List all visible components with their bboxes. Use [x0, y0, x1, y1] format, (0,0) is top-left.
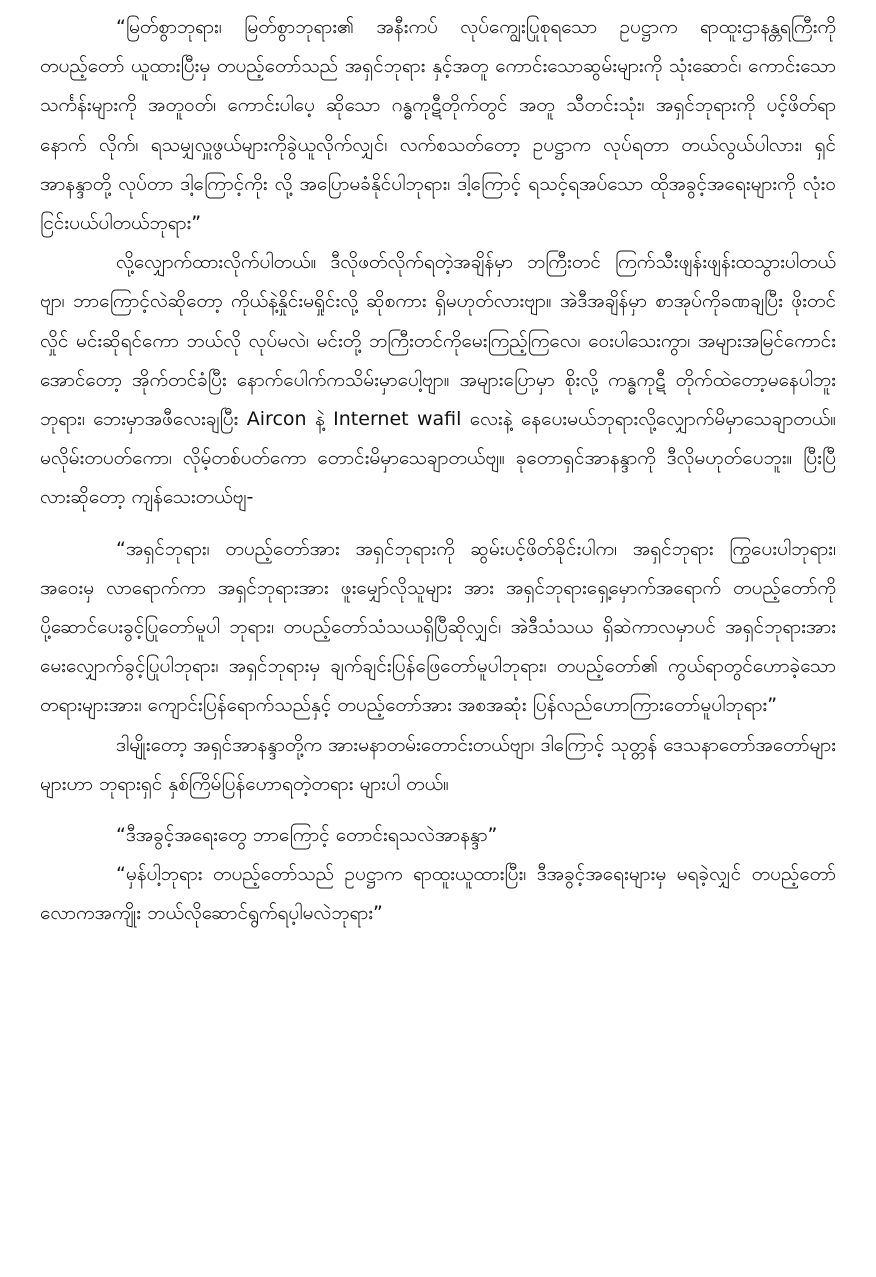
paragraph-ananda-boons: “အရှင်ဘုရား၊ တပည့်တော်အား အရှင်ဘုရားကို ဆွမ်းပင့်ဖိတ်ခိုင်းပါက၊ အရှင်ဘုရား ကြွပေးပါဘုရား၊ အဝေးမှ လာရောက်ကာ အရှင်ဘုရားအား ဖူးမျှော်လိုသူများ အား အရှင်ဘုရားရှေ့မှောက်အရောက် တပည့်တော်ကိုပို့ဆောင်ပေးခွင့်ပြုတော်မူပါ ဘုရား၊ တပည့်တော်သံသယရှိပြီဆိုလျှင်၊ အဲဒီသံသယ ရှိဆဲကာလမှာပင် အရှင်ဘုရားအား မေးလျှောက်ခွင့်ပြုပါဘုရား၊ အရှင်ဘုရားမှ ချက်ချင်းပြန်ဖြေတော်မူပါဘုရား၊ တပည့်တော်၏ ကွယ်ရာတွင်ဟောခဲ့သောတရားများအား၊ ကျောင်းပြန်ရောက်သည်နှင့် တပည့်တော်အား အစအဆုံး ပြန်လည်ဟောကြားတော်မူပါဘုရား”	[40, 537, 836, 717]
paragraph-ananda-answer: “မှန်ပါ့ဘုရား တပည့်တော်သည် ဥပဋ္ဌာက ရာထူးယူထားပြီး၊ ဒီအခွင့်အရေးများမှ မရခဲ့လျှင် တပည့်တော် လောကအကျိုး ဘယ်လိုဆောင်ရွက်ရပ့ါမလဲဘုရား”	[40, 863, 836, 925]
paragraph-ananda-request: “မြတ်စွာဘုရား၊ မြတ်စွာဘုရား၏ အနီးကပ် လုပ်ကျွေးပြုစုရသော ဥပဋ္ဌာက ရာထူးဌာနန္တရကြီးကိုတပည့်တော် ယူထားပြီးမှ တပည့်တော်သည် အရှင်ဘုရား နှင့်အတူ ကောင်းသောဆွမ်းများကို သုံးဆောင်၊ ကောင်းသောသင်္ကန်းများကို အတူဝတ်၊ ကောင်းပါပေ့ ဆိုသော ဂန္ဓကုဋီတိုက်တွင် အတူ သီတင်းသုံး၊ အရှင်ဘုရားကို ပင့်ဖိတ်ရာ နောက် လိုက်၊ ရသမျှလှူဖွယ်များကိုခွဲယူလိုက်လျှင်၊ လက်စသတ်တော့ ဥပဋ္ဌာက လုပ်ရတာ တယ်လွယ်ပါလား၊ ရှင်အာနန္ဒာတို့ လုပ်တာ ဒါ့ကြောင့်ကိုး လို့ အပြောမခံနိုင်ပါဘုရား၊ ဒါ့ကြောင့် ရသင့်ရအပ်သော ထိုအခွင့်အရေးများကို လုံးဝ ငြင်းပယ်ပါတယ်ဘုရား”	[40, 16, 836, 235]
paragraph-narrator-comment: ဒါမျိုးတော့ အရှင်အာနန္ဒာတို့က အားမနာတမ်းတောင်းတယ်ဗျာ၊ ဒါကြောင့် သုတ္တန် ဒေသနာတော်အတော်များများဟာ ဘုရားရှင် နှစ်ကြိမ်ပြန်ဟောရတဲ့တရား များပါ တယ်။	[40, 733, 836, 795]
document-body	[40, 8, 836, 934]
paragraph-buddha-question: “ဒီအခွင့်အရေးတွေ ဘာကြောင့် တောင်းရသလဲအာနန္ဒာ”	[116, 824, 498, 847]
paragraph-narrator-reflection: လို့လျှောက်ထားလိုက်ပါတယ်။ ဒီလိုဖတ်လိုက်ရတဲ့အချိန်မှာ ဘကြီးတင် ကြက်သီးဖျန်းဖျန်းထသွားပါတယ်ဗျာ၊ ဘာကြောင့်လဲဆိုတော့ ကိုယ်နဲ့နှိုင်းမရှိုင်းလို့ ဆိုစကား ရှိမဟုတ်လားဗျာ။ အဲဒီအချိန်မှာ စာအုပ်ကိုခဏချပြီး ဖိုးတင်လှိုင် မင်းဆိုရင်ကော ဘယ်လို လုပ်မလဲ၊ မင်းတို့ ဘကြီးတင်ကိုမေးကြည့်ကြလေ၊ ဝေးပါသေးကွာ၊ အများအမြင်ကောင်း အောင်တော့ အိုက်တင်ခံပြီး နောက်ပေါက်ကသိမ်းမှာပေါ့ဗျာ။ အများပြောမှာ စိုးလို့ ကန္ဓကုဋီ တိုက်ထဲတော့မနေပါဘူးဘုရား၊ ဘေးမှာအဖီလေးချပြီး Aircon နဲ့ Internet wafil လေးနဲ့ နေပေးမယ်ဘုရားလို့လျှောက်မိမှာသေချာတယ်။ မလိုမ်းတပတ်ကော၊ လိုမ့်တစ်ပတ်ကော တောင်းမိမှာသေချာတယ်ဗျ။ ခုတောရှင်အာနန္ဒာကို ဒီလိုမဟုတ်ပေဘူး။ ပြီးပြီလားဆိုတော့ ကျန်သေးတယ်ဗျ-	[40, 251, 836, 509]
